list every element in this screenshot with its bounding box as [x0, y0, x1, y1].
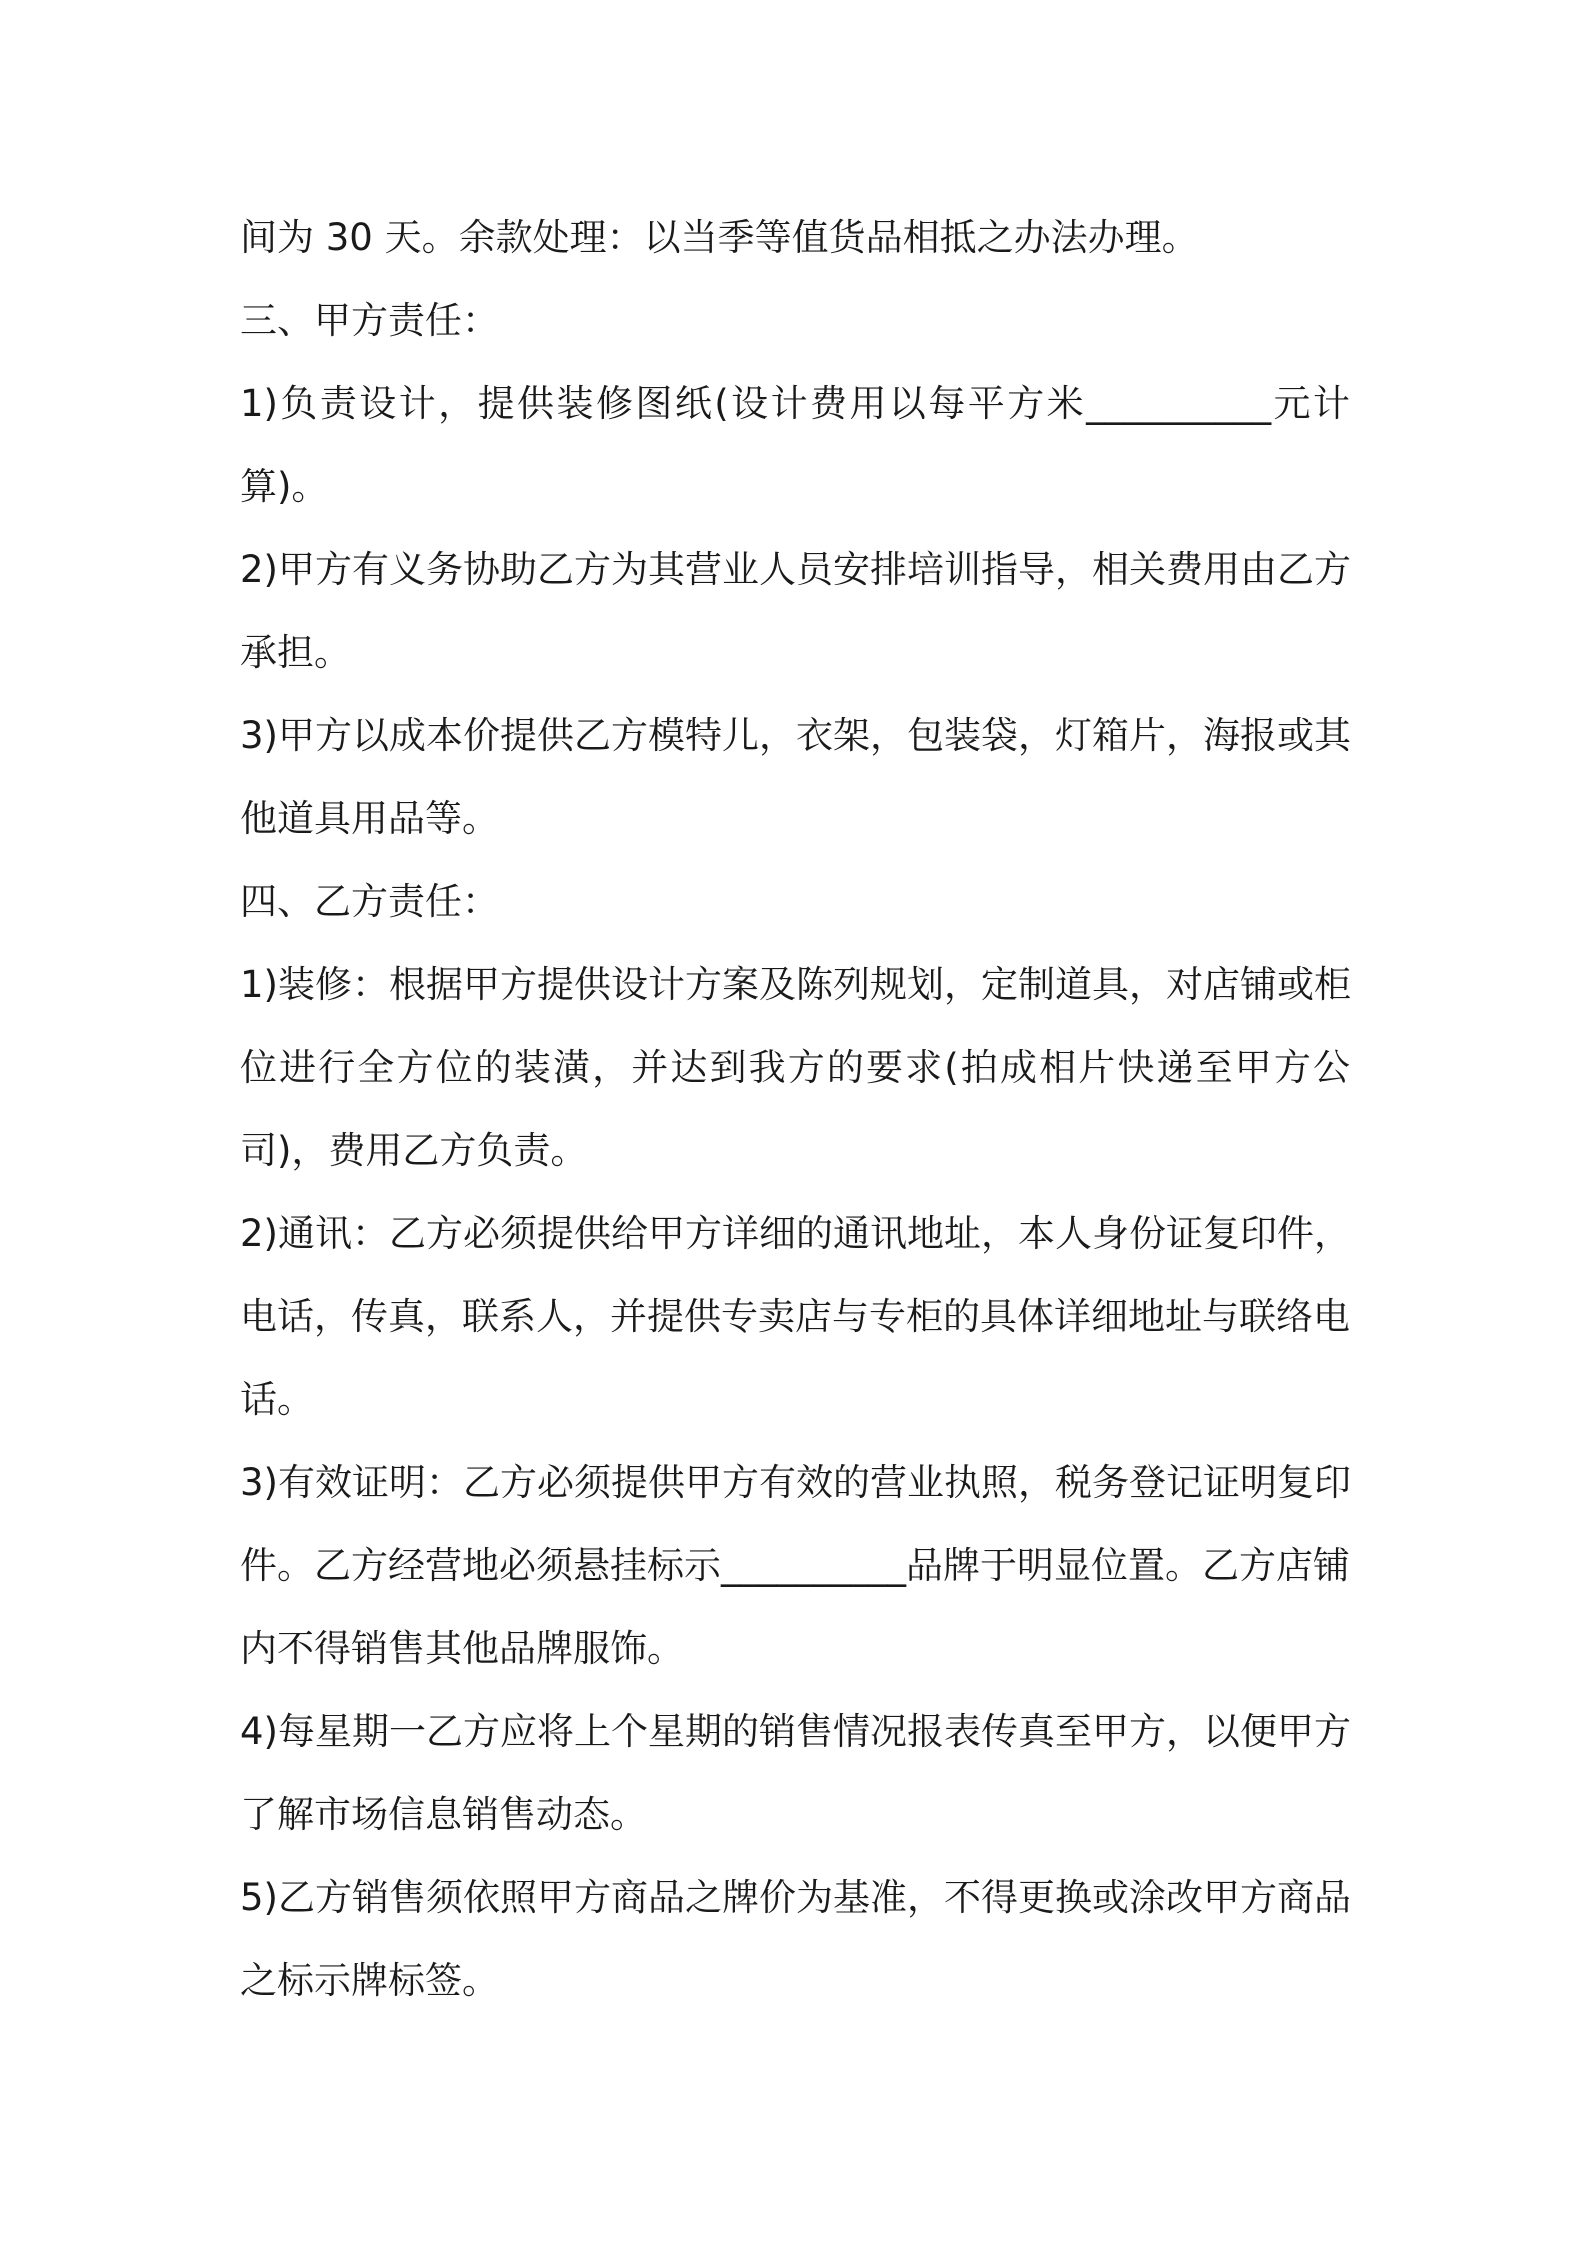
section-heading-party-a: 三、甲方责任： — [240, 299, 499, 342]
text-line-8: 他道具用品等。 — [240, 797, 499, 840]
text-line-11: 位进行全方位的装潢，并达到我方的要求(拍成相片快递至甲方公 — [240, 1046, 1350, 1089]
text-line-4: 算)。 — [240, 465, 329, 508]
section-heading-party-b: 四、乙方责任： — [240, 880, 499, 923]
document-body — [240, 196, 1350, 2022]
text-line-22: 之标示牌标签。 — [240, 1959, 499, 2002]
text-line-5: 2)甲方有义务协助乙方为其营业人员安排培训指导，相关费用由乙方 — [240, 548, 1351, 591]
text-line-15: 话。 — [240, 1378, 314, 1421]
text-line-17: 件。乙方经营地必须悬挂标示__________品牌于明显位置。乙方店铺 — [240, 1544, 1350, 1587]
text-line-19: 4)每星期一乙方应将上个星期的销售情况报表传真至甲方，以便甲方 — [240, 1710, 1351, 1753]
text-line-1: 间为 30 天。余款处理：以当季等值货品相抵之办法办理。 — [240, 216, 1199, 259]
text-line-7: 3)甲方以成本价提供乙方模特儿，衣架，包装袋，灯箱片，海报或其 — [240, 714, 1351, 757]
text-line-18: 内不得销售其他品牌服饰。 — [240, 1627, 684, 1670]
text-line-12: 司)，费用乙方负责。 — [240, 1129, 588, 1172]
text-line-13: 2)通讯：乙方必须提供给甲方详细的通讯地址，本人身份证复印件， — [240, 1212, 1351, 1255]
text-line-6: 承担。 — [240, 631, 351, 674]
text-line-21: 5)乙方销售须依照甲方商品之牌价为基准，不得更换或涂改甲方商品 — [240, 1876, 1351, 1919]
text-line-20: 了解市场信息销售动态。 — [240, 1793, 647, 1836]
text-line-3: 1)负责设计，提供装修图纸(设计费用以每平方米__________元计 — [240, 382, 1350, 425]
text-line-14: 电话，传真，联系人，并提供专卖店与专柜的具体详细地址与联络电 — [240, 1295, 1350, 1338]
text-line-16: 3)有效证明：乙方必须提供甲方有效的营业执照，税务登记证明复印 — [240, 1461, 1351, 1504]
text-line-10: 1)装修：根据甲方提供设计方案及陈列规划，定制道具，对店铺或柜 — [240, 963, 1351, 1006]
